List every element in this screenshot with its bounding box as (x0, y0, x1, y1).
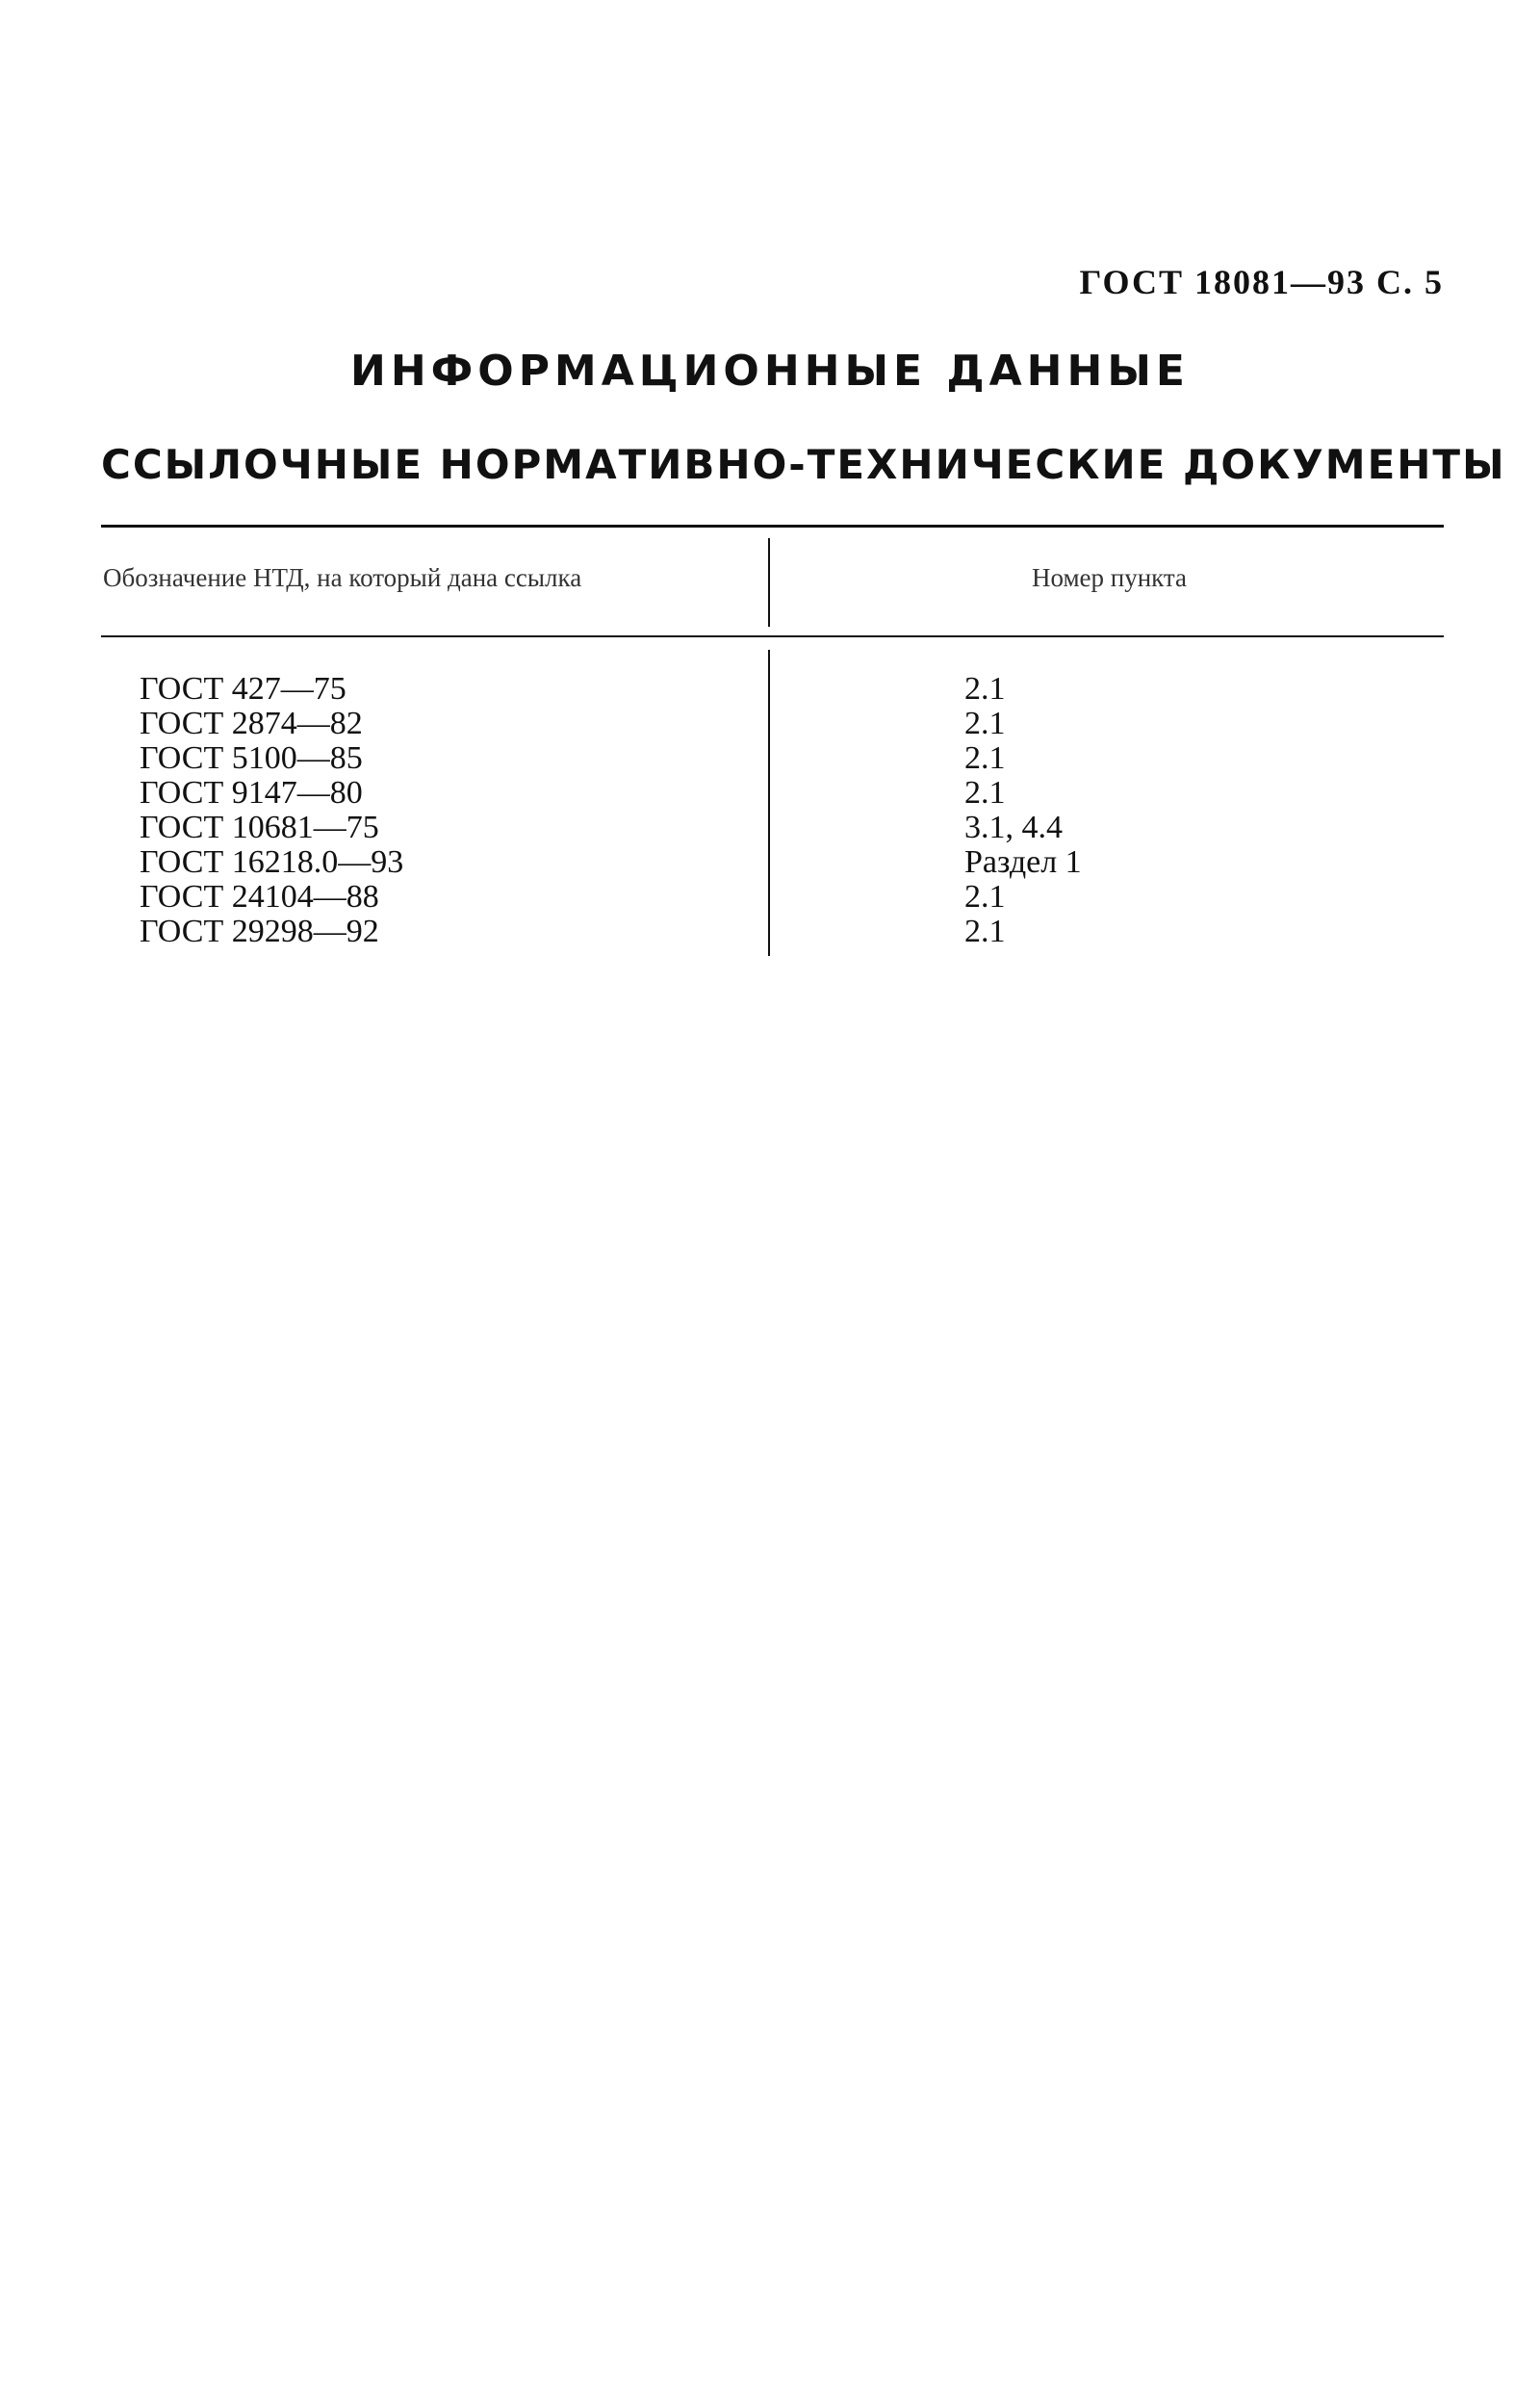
table-top-rule (101, 525, 1444, 528)
document-cell: ГОСТ 5100—85 (140, 740, 363, 776)
clause-cell: 2.1 (964, 706, 1006, 741)
table-row (101, 880, 1444, 915)
column-header-document: Обозначение НТД, на который дана ссылка (103, 563, 582, 592)
table-row (101, 811, 1444, 845)
table-row (101, 915, 1444, 949)
document-cell: ГОСТ 427—75 (140, 671, 346, 707)
section-title: ИНФОРМАЦИОННЫЕ ДАННЫЕ (350, 347, 1190, 396)
table-row (101, 741, 1444, 776)
document-cell: ГОСТ 16218.0—93 (140, 844, 404, 880)
page-header: ГОСТ 18081—93 С. 5 (1079, 263, 1444, 301)
document-cell: ГОСТ 2874—82 (140, 706, 363, 741)
clause-cell: 2.1 (964, 740, 1006, 776)
table-row (101, 672, 1444, 707)
table-header-rule (101, 635, 1444, 637)
clause-cell: 2.1 (964, 775, 1006, 811)
clause-cell: 3.1, 4.4 (964, 810, 1063, 845)
section-subtitle: ССЫЛОЧНЫЕ НОРМАТИВНО-ТЕХНИЧЕСКИЕ ДОКУМЕНТЫ (101, 441, 1506, 488)
column-header-clause: Номер пункта (1031, 563, 1188, 592)
header-column-divider (768, 538, 770, 627)
document-cell: ГОСТ 29298—92 (140, 914, 379, 949)
table-row (101, 845, 1444, 880)
clause-cell: 2.1 (964, 879, 1006, 915)
table-row (101, 776, 1444, 811)
clause-cell: Раздел 1 (964, 844, 1082, 880)
clause-cell: 2.1 (964, 914, 1006, 949)
reference-table (101, 525, 1444, 958)
table-row (101, 707, 1444, 741)
table-body (101, 672, 1444, 949)
document-cell: ГОСТ 9147—80 (140, 775, 363, 811)
document-cell: ГОСТ 10681—75 (140, 810, 379, 845)
document-cell: ГОСТ 24104—88 (140, 879, 379, 915)
clause-cell: 2.1 (964, 671, 1006, 707)
